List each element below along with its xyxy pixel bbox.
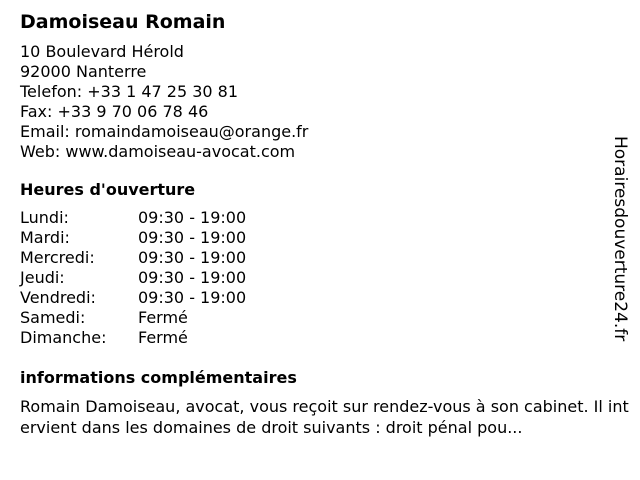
hours-time: Fermé [138,328,188,347]
hours-day: Mercredi: [20,248,95,267]
business-name: Damoiseau Romain [20,11,226,33]
hours-row [20,208,630,228]
info-title: informations complémentaires [20,368,297,387]
main-content [20,10,630,438]
site-watermark: Horairesdouverture24.fr [610,136,630,342]
hours-row [20,248,630,268]
hours-time: 09:30 - 19:00 [138,268,247,287]
hours-time: 09:30 - 19:00 [138,248,247,267]
hours-day: Dimanche: [20,328,107,347]
hours-day: Jeudi: [20,268,65,287]
hours-table [20,208,630,348]
hours-day: Lundi: [20,208,69,227]
fax-number: Fax: +33 9 70 06 78 46 [20,102,209,121]
hours-row [20,308,630,328]
email-address: Email: romaindamoiseau@orange.fr [20,122,309,141]
hours-row [20,328,630,348]
info-text: Romain Damoiseau, avocat, vous reçoit sur rendez-vous à son cabinet. Il intervient dans les domaines de droit suivants : droit pénal pou... [20,397,629,437]
hours-time: Fermé [138,308,188,327]
hours-row [20,268,630,288]
hours-time: 09:30 - 19:00 [138,228,247,247]
address-street: 10 Boulevard Hérold [20,42,184,61]
website-url: Web: www.damoiseau-avocat.com [20,142,296,161]
hours-time: 09:30 - 19:00 [138,208,247,227]
hours-day: Vendredi: [20,288,96,307]
hours-day: Mardi: [20,228,70,247]
phone-number: Telefon: +33 1 47 25 30 81 [20,82,239,101]
hours-title: Heures d'ouverture [20,180,196,199]
address-city: 92000 Nanterre [20,62,147,81]
hours-time: 09:30 - 19:00 [138,288,247,307]
hours-row [20,228,630,248]
hours-day: Samedi: [20,308,86,327]
hours-row [20,288,630,308]
